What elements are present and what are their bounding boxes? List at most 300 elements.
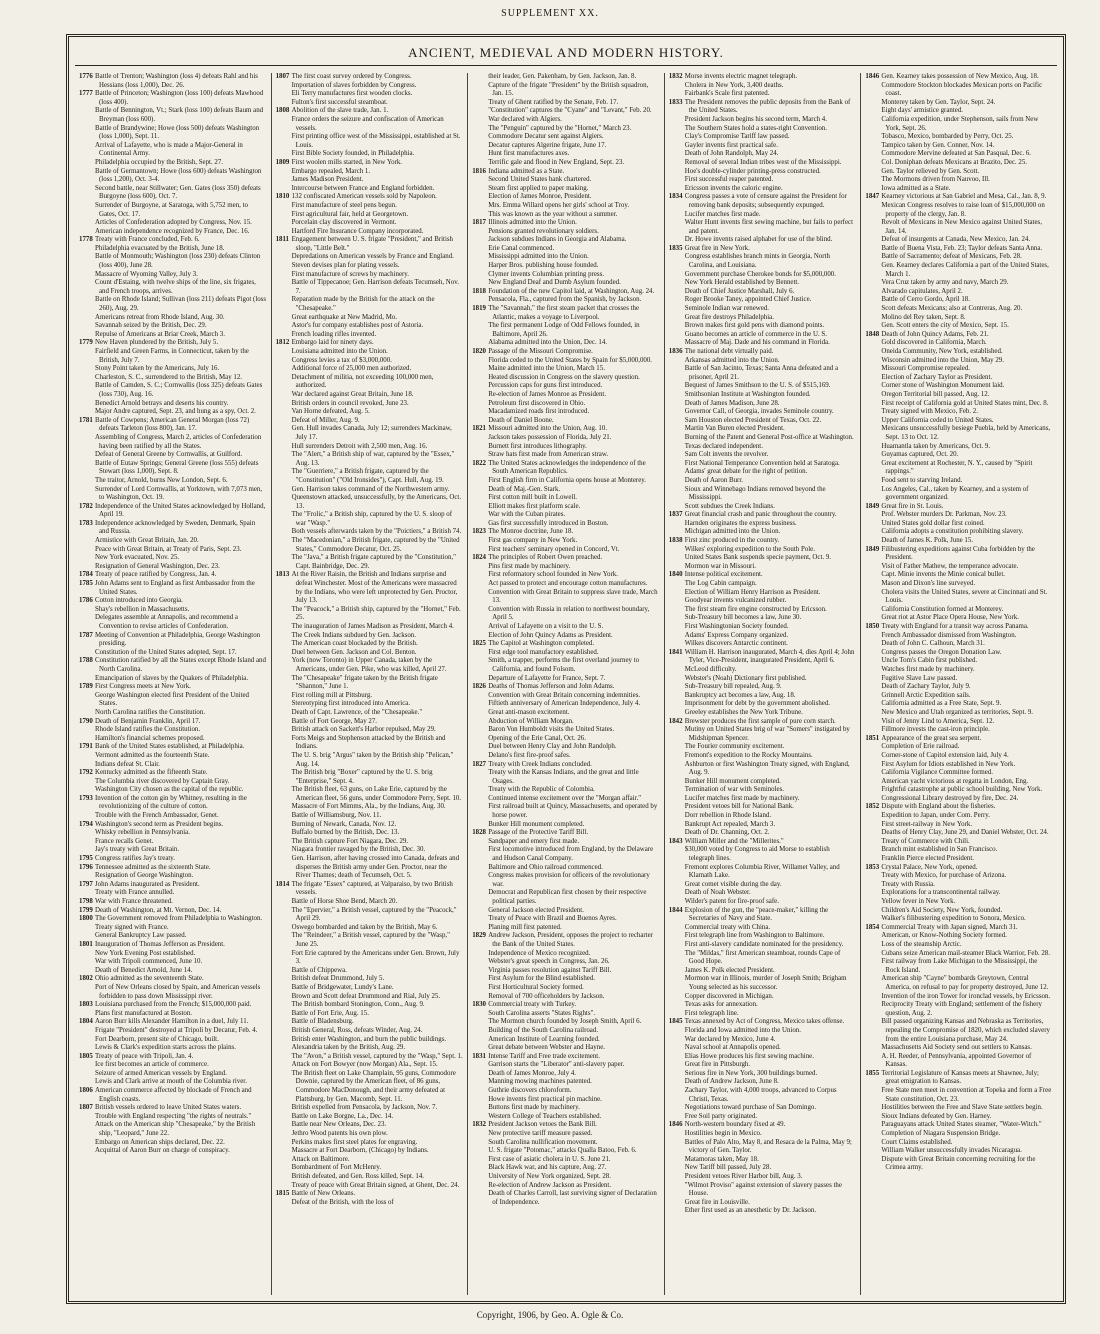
entry-year (276, 735, 294, 752)
entry-text: Frightful catastrophe at public school building, New York. (881, 786, 1043, 794)
history-entry (865, 743, 1053, 752)
entry-year (276, 494, 294, 511)
entry-text: Second battle, near Stillwater; Gen. Gates (loss 350) defeats Burgoyne (loss 600), Oct. 7. (95, 184, 261, 201)
history-entry (79, 632, 267, 649)
entry-year: 1813 (275, 571, 290, 579)
entry-text: Death of Charles Carroll, last surviving signer of Declaration of Independence. (488, 1190, 657, 1206)
entry-text: The first steam fire engine constructed by Ericsson. (684, 605, 827, 613)
entry-text: Treaty with England for a transit way across Panama. (881, 623, 1029, 630)
entry-text: Attack on the American ship "Chesapeake," by the British ship, "Leopard," June 22. (95, 1121, 256, 1138)
history-entry (276, 99, 464, 108)
entry-text: The "Chesapeake" frigate taken by the British frigate "Shannon," June 1. (291, 674, 438, 691)
entry-year (276, 408, 294, 417)
history-entry (79, 795, 267, 812)
history-entry (472, 846, 660, 863)
entry-text: American independence recognized by France, Dec. 16. (95, 227, 250, 235)
history-entry (669, 950, 857, 967)
history-entry (276, 417, 464, 426)
entry-text: Death of James Monroe, July 4. (488, 1069, 577, 1077)
entry-text: Congress makes provision for officers of the revolutionary war. (488, 872, 650, 888)
history-entry (472, 829, 660, 838)
history-columns (75, 73, 1057, 1295)
history-entry (276, 133, 464, 150)
entry-text: Abduction of William Morgan. (488, 717, 574, 725)
entry-text: The Government removed from Philadelphia to Washington. (95, 915, 263, 923)
entry-text: Peace with Great Britain, at Treaty of Paris, Sept. 23. (95, 545, 242, 553)
history-entry (472, 185, 660, 194)
history-entry (472, 159, 660, 168)
history-entry (865, 958, 1053, 975)
history-entry (79, 606, 267, 615)
entry-year (276, 829, 294, 838)
history-entry (276, 1190, 464, 1199)
history-entry (276, 528, 464, 537)
history-entry (472, 357, 660, 366)
entry-text: Ether first used as an anesthetic by Dr. Jackson. (684, 1207, 817, 1215)
entry-text: Ice first becomes an article of commerce. (95, 1061, 209, 1069)
history-entry (865, 322, 1053, 331)
entry-year: 1820 (472, 348, 486, 355)
history-entry (669, 709, 857, 718)
entry-text: Congress passes the Oregon Donation Law. (881, 648, 1002, 656)
entry-text: Appearance of the great sea serpent. (881, 734, 982, 742)
history-entry (276, 1182, 464, 1191)
entry-text: Battle on Rhode Island; Sullivan (loss 211) defeats Pigot (loss 260), Aug. 29. (95, 296, 267, 313)
history-entry (79, 649, 267, 658)
history-entry (79, 236, 267, 245)
entry-text: The "Guerriere," a British frigate, captured by the "Constitution" ("Old Ironsides"), Capt. Hull, Aug. 19. (291, 468, 444, 484)
history-entry (472, 1001, 660, 1010)
history-entry (472, 554, 660, 563)
history-entry (472, 1087, 660, 1096)
history-entry (79, 743, 267, 752)
entry-text: First zinc produced in the country. (684, 537, 780, 545)
entry-text: Expedition to Japan, under Com. Perry. (881, 812, 991, 820)
entry-text: Foundation of the new Capitol laid, at Washington, Aug. 24. (488, 287, 655, 295)
history-entry (865, 185, 1053, 194)
history-entry (865, 657, 1053, 666)
history-entry (669, 288, 857, 297)
history-entry (276, 1147, 464, 1156)
entry-text: Articles of Confederation adopted by Congress, Nov. 15. (95, 219, 252, 227)
history-entry (472, 107, 660, 116)
history-entry (276, 253, 464, 262)
entry-year: 1822 (472, 459, 486, 467)
entry-text: Massachusetts Aid Society send out settlers to Kansas. (881, 1044, 1032, 1052)
entry-text: Treaty of peace ratified by Congress, Jan. 4. (95, 571, 217, 579)
entry-year: 1826 (472, 683, 486, 691)
history-entry (472, 116, 660, 125)
entry-text: Death of Noah Webster. (684, 889, 751, 897)
history-entry (79, 374, 267, 383)
entry-text: Pensions granted revolutionary soldiers. (488, 227, 599, 235)
history-entry (472, 236, 660, 245)
history-entry (276, 1001, 464, 1010)
history-entry (472, 683, 660, 692)
entry-text: First printing office west of the Mississippi, established at St. Louis. (291, 133, 461, 149)
history-entry (276, 735, 464, 752)
entry-text: 132 confiscated American vessels sold by Napoleon. (291, 193, 437, 201)
entry-text: South Carolina nullification movement. (488, 1138, 598, 1146)
entry-text: Detachment of militia, not exceeding 100,000 men, authorized. (291, 373, 434, 390)
history-entry (79, 107, 267, 124)
entry-year (276, 451, 294, 468)
history-entry (472, 1027, 660, 1036)
entry-text: Commercial Treaty with Japan signed, March 31. (881, 923, 1018, 931)
entry-year: 1847 (865, 193, 880, 201)
entry-text: War with France threatened. (95, 898, 173, 905)
entry-text: Explorations for a transcontinental railway. (881, 889, 1001, 897)
history-entry (669, 924, 857, 933)
entry-text: Emancipation of slaves by the Quakers of Philadelphia. (95, 674, 249, 682)
entry-year (276, 709, 294, 718)
history-entry (669, 623, 857, 632)
history-entry (669, 451, 857, 460)
entry-text: University of New York organized, Sept. 28. (488, 1173, 611, 1180)
history-entry (472, 99, 660, 108)
entry-text: First gas company in New York. (488, 537, 578, 545)
history-entry (865, 382, 1053, 391)
history-entry (276, 571, 464, 605)
entry-text: Congress establishes branch mints in Georgia, North Carolina, and Louisiana. (684, 253, 830, 270)
history-entry (669, 408, 857, 417)
history-entry (79, 657, 267, 674)
entry-text: Massacre of Maj. Dade and his command in Florida. (684, 339, 830, 347)
entry-text: Intercourse between France and England forbidden. (291, 184, 435, 192)
entry-year: 1821 (472, 425, 486, 433)
entry-text: The "Frolic," a British ship, captured by the U. S. sloop of war "Wasp." (291, 511, 453, 527)
history-entry (472, 211, 660, 220)
entry-text: Guano becomes an article of commerce in the U. S. (684, 330, 827, 338)
entry-text: Steam first applied to paper making. (488, 184, 589, 192)
entry-text: Surrender of Burgoyne, at Saratoga, with 5,752 men, to Gates, Oct. 17. (95, 201, 248, 218)
history-entry (669, 348, 857, 357)
entry-text: Missouri Compromise repealed. (881, 365, 970, 373)
entry-text: Acquittal of Aaron Burr on charge of conspiracy. (95, 1147, 230, 1155)
entry-text: First Asylum for Idiots established in New York. (881, 760, 1016, 768)
entry-text: Explosion of the gun, the "peace-maker," killing the Secretaries of Navy and State. (684, 906, 829, 923)
history-entry (276, 907, 464, 924)
history-entry (276, 692, 464, 701)
entry-text: Copper discovered in Michigan. (684, 992, 774, 1000)
entry-text: Passage of the Missouri Compromise. (488, 348, 593, 355)
entry-text: Battle of Sacramento; defeat of Mexicans, Feb. 28. (881, 253, 1022, 261)
history-entry (669, 314, 857, 323)
entry-text: Americans retreat from Rhode Island, Aug. 30. (95, 313, 225, 321)
entry-text: Texas annexed by Act of Congress, Mexico takes offense. (684, 1018, 845, 1026)
entry-text: Battle of Fort Erie, Aug. 15. (291, 1009, 369, 1017)
entry-text: The American coast blockaded by the British. (291, 640, 418, 648)
history-entry (79, 958, 267, 967)
entry-year: 1834 (668, 193, 683, 201)
history-entry (865, 838, 1053, 847)
entry-text: Death of Daniel Boone. (488, 416, 554, 424)
history-entry (472, 503, 660, 512)
entry-year (276, 640, 294, 649)
entry-text: Burnett first introduces lithography. (488, 442, 587, 450)
entry-text: Duel between Henry Clay and John Randolph. (488, 743, 617, 751)
history-entry (472, 537, 660, 546)
history-entry (79, 417, 267, 434)
history-entry (865, 82, 1053, 99)
history-entry (669, 1156, 857, 1165)
entry-text: First rolling mill at Pittsburg. (291, 691, 373, 699)
entry-text: Kentucky admitted as the fifteenth State. (95, 769, 208, 777)
entry-text: Independence of Mexico recognized. (488, 949, 591, 957)
history-entry (472, 511, 660, 520)
entry-text: Elias Howe produces his first sewing machine. (684, 1052, 814, 1060)
entry-text: Delegates assemble at Annapolis, and recommend a Convention to revise articles of Confederation. (95, 614, 238, 630)
entry-text: Armistice with Great Britain, Jan. 20. (95, 537, 199, 545)
entry-text: Jackson takes possession of Florida, July 21. (488, 433, 612, 441)
entry-text: Battle of Brandywine; Howe (loss 500) defeats Washington (loss 1,000), Sept. 11. (95, 124, 260, 141)
entry-text: Cholera visits the United States, severe at Cincinnati and St. Louis. (881, 588, 1048, 605)
history-entry (669, 700, 857, 709)
entry-text: Inauguration of Thomas Jefferson as President. (95, 940, 225, 948)
entry-year (276, 1053, 294, 1062)
entry-text: Jethro Wood patents his own plow. (291, 1130, 388, 1138)
history-entry (276, 1061, 464, 1070)
entry-text: Treaty of Peace with Brazil and Buenos Ayres. (488, 915, 617, 923)
entry-text: "Constitution" captures the "Cyane" and "Levant," Feb. 20. (488, 107, 652, 115)
entry-text: General Jackson elected President. (488, 906, 584, 914)
history-entry (865, 975, 1053, 992)
entry-text: Constitution ratified by all the States except Rhode Island and North Carolina. (95, 657, 266, 673)
entry-text: Baltimore and Ohio railroad commenced. (488, 863, 603, 871)
entry-text: Independence acknowledged by Sweden, Denmark, Spain and Russia. (95, 519, 256, 536)
entry-text: their leader, Gen. Pakenham, by Gen. Jackson, Jan. 8. (488, 73, 637, 80)
history-entry (865, 1130, 1053, 1139)
history-entry (865, 846, 1053, 855)
history-entry (865, 855, 1053, 864)
entry-year (276, 279, 294, 296)
entry-year (276, 1130, 294, 1139)
entry-year (276, 176, 294, 185)
entry-text: War declared against Great Britain, June 18. (291, 390, 414, 398)
entry-text: Termination of war with Seminoles. (684, 786, 785, 794)
history-entry (865, 889, 1053, 898)
history-entry (472, 752, 660, 761)
entry-text: War declared with Algiers. (488, 115, 562, 123)
history-entry (865, 357, 1053, 366)
history-entry (79, 365, 267, 374)
history-entry (276, 1139, 464, 1148)
history-entry (472, 967, 660, 976)
entry-year: 1829 (472, 932, 486, 940)
entry-text: British attack on Sackett's Harbor repulsed, May 29. (291, 726, 436, 734)
history-entry (669, 468, 857, 477)
history-entry (276, 1053, 464, 1062)
entry-text: Brewster produces the first sample of pure corn starch. (684, 717, 836, 725)
entry-year (276, 993, 294, 1002)
entry-text: New Haven plundered by the British, July 5. (95, 339, 219, 347)
entry-year (276, 400, 294, 409)
history-entry (669, 168, 857, 177)
entry-year: 1832 (472, 1121, 486, 1129)
history-entry (865, 761, 1053, 770)
history-entry (472, 1078, 660, 1087)
entry-text: Congress levies a tax of $3,000,000. (291, 356, 392, 364)
entry-text: Harnden originates the express business. (684, 519, 797, 527)
entry-text: The principles of Robert Owen preached. (488, 554, 603, 562)
history-entry (865, 864, 1053, 873)
history-entry (79, 1087, 267, 1104)
entry-text: The Monroe doctrine, June 18. (488, 528, 574, 536)
history-entry (669, 193, 857, 210)
history-entry (472, 975, 660, 984)
entry-text: Election of Zachary Taylor as President. (881, 373, 993, 381)
history-entry (669, 614, 857, 623)
entry-text: Great excitement at Rochester, N. Y., caused by "Spirit rappings." (881, 459, 1033, 476)
history-entry (79, 950, 267, 959)
history-entry (79, 296, 267, 313)
entry-year (276, 1104, 294, 1113)
entry-text: Reparation made by the British for the attack on the "Chesapeake." (291, 296, 435, 313)
entry-year: 1846 (668, 1121, 683, 1129)
history-entry (276, 176, 464, 185)
history-entry (79, 597, 267, 606)
entry-text: New York Evening Post established. (95, 949, 196, 957)
entry-year (276, 314, 294, 323)
history-entry (865, 451, 1053, 460)
history-entry (79, 864, 267, 873)
entry-text: Lewis and Clark arrive at mouth of the Columbia river. (95, 1078, 247, 1086)
entry-year (276, 692, 294, 701)
entry-text: Fremont explores Columbia River, Willamet Valley, and Klamath Lake. (684, 863, 840, 880)
entry-text: Independence of the United States acknowledged by Holland, April 19. (95, 502, 266, 519)
history-entry (865, 563, 1053, 572)
history-entry (865, 795, 1053, 804)
history-entry (865, 1147, 1053, 1156)
history-entry (472, 675, 660, 684)
entry-year (276, 1164, 294, 1173)
history-entry (669, 975, 857, 992)
entry-text: Death of James K. Polk, June 15. (881, 537, 974, 545)
entry-text: The Southern States hold a states-right Convention. (684, 124, 827, 132)
history-entry (79, 769, 267, 778)
entry-text: First street-railway in New York. (881, 820, 973, 828)
entry-text: Act passed to protect and encourage cotton manufactures. (488, 580, 648, 588)
entry-text: Corner-stone of Capitol extension laid, July 4. (881, 751, 1009, 759)
entry-text: Paraguayans attack United States steamer, "Water-Witch." (881, 1121, 1042, 1129)
history-entry (669, 649, 857, 666)
entry-text: Commodore Stockton blockades Mexican ports on Pacific coast. (881, 81, 1043, 98)
history-entry (276, 1164, 464, 1173)
entry-text: Smithsonian Institute at Washington founded. (684, 390, 811, 398)
history-entry (669, 150, 857, 159)
entry-text: Black Hawk war, and his capture, Aug. 27. (488, 1164, 607, 1172)
entry-text: Niagara frontier ravaged by the British, Dec. 30. (291, 846, 426, 854)
entry-text: Visit of Father Mathew, the temperance advocate. (881, 562, 1019, 570)
history-entry (472, 133, 660, 142)
history-entry (276, 1113, 464, 1122)
history-entry (472, 700, 660, 709)
entry-text: Re-election of Andrew Jackson as President. (488, 1181, 612, 1189)
history-entry (79, 872, 267, 881)
entry-text: Massacre of Fort Mimms, Ala., by the Indians, Aug. 30. (291, 803, 446, 811)
entry-year (276, 984, 294, 993)
entry-year (276, 1010, 294, 1019)
entry-year (276, 623, 294, 632)
entry-text: James Madison President. (291, 176, 364, 184)
entry-text: Removal of several Indian tribes west of the Mississippi. (684, 158, 842, 166)
history-entry (669, 1164, 857, 1173)
entry-text: Wilder's patent for fire-proof safe. (684, 898, 779, 905)
entry-text: Benedict Arnold betrays and deserts his country. (95, 399, 229, 407)
entry-text: John Adams inaugurated as President. (95, 880, 200, 888)
entry-text: Removal of 700 officeholders by Jackson. (488, 992, 605, 1000)
entry-text: Porcelain clay discovered in Vermont. (291, 219, 397, 227)
entry-year (276, 82, 294, 91)
entry-text: Treaty with the Republic of Colombia. (488, 786, 595, 794)
entry-text: Intense political excitement. (684, 571, 763, 579)
entry-text: First Bible Society founded, in Philadelphia. (291, 150, 415, 158)
entry-text: Loss of the steamship Arctic. (881, 940, 962, 948)
entry-text: Florida ceded to the United States by Spain for $5,000,000. (488, 356, 653, 364)
history-entry (276, 494, 464, 511)
entry-text: Battle of San Jacinto, Texas; Santa Anna defeated and a prisoner, April 21. (684, 365, 839, 381)
entry-year (276, 700, 294, 709)
entry-year (276, 1147, 294, 1156)
entry-text: War with the Cuban pirates. (488, 511, 566, 519)
history-entry (669, 692, 857, 701)
entry-text: Vera Cruz taken by army and navy, March 29. (881, 279, 1009, 287)
entry-text: Scott subdues the Creek Indians. (684, 502, 775, 510)
history-entry (79, 339, 267, 348)
entry-text: The Mormon church founded by Joseph Smith, April 6. (488, 1018, 642, 1026)
entry-text: Cholera in New York, 3,400 deaths. (684, 81, 784, 89)
history-entry (276, 357, 464, 366)
entry-text: Wilkes' exploring expedition to the South Pole. (684, 545, 815, 553)
history-entry (472, 984, 660, 993)
entry-text: Congressional Library destroyed by fire, Dec. 24. (881, 794, 1019, 802)
history-entry (669, 795, 857, 804)
entry-year (276, 185, 294, 194)
history-entry (669, 73, 857, 82)
history-entry (276, 296, 464, 313)
entry-text: Virginia passes resolution against Tariff Bill. (488, 966, 612, 974)
entry-text: Maine admitted into the Union, March 15. (488, 365, 605, 373)
entry-text: Treaty of Ghent ratified by the Senate, Feb. 17. (488, 98, 619, 106)
entry-text: Fiftieth anniversary of American Independence, July 4. (488, 700, 641, 708)
entry-text: Both vessels afterwards taken by the "Poictiers," a British 74. (291, 528, 462, 536)
entry-year: 1800 (79, 915, 93, 923)
entry-year (276, 821, 294, 830)
entry-text: Treaty of Commerce with Chili. (881, 837, 970, 845)
history-entry (669, 477, 857, 486)
history-entry (276, 468, 464, 485)
history-entry (669, 125, 857, 134)
entry-text: Treaty signed with Mexico, Feb. 2. (881, 408, 978, 416)
entry-year: 1835 (668, 244, 683, 252)
history-entry (276, 855, 464, 881)
history-entry (865, 786, 1053, 795)
entry-text: Death of Maj.-Gen. Stark. (488, 485, 561, 493)
entry-text: Capture of the frigate "President" by the British squadron, Jan. 15. (488, 81, 649, 98)
entry-year: 1806 (79, 1087, 93, 1095)
entry-text: Gen. Kearney takes possession of New Mexico, Aug. 18. (881, 73, 1039, 80)
history-entry (472, 726, 660, 735)
entry-year: 1853 (865, 863, 880, 871)
history-entry (472, 168, 660, 177)
history-entry (669, 382, 857, 391)
history-entry (472, 993, 660, 1002)
entry-text: Charleston, S. C., surrendered to the British, May 12. (95, 373, 242, 381)
entry-text: War with Tripoli commenced, June 10. (95, 958, 203, 966)
entry-text: The Columbia river discovered by Captain Gray. (95, 777, 230, 785)
entry-text: Philadelphia occupied by the British, Sept. 27. (95, 158, 224, 166)
entry-text: Death of Benjamin Franklin, April 17. (95, 717, 201, 725)
